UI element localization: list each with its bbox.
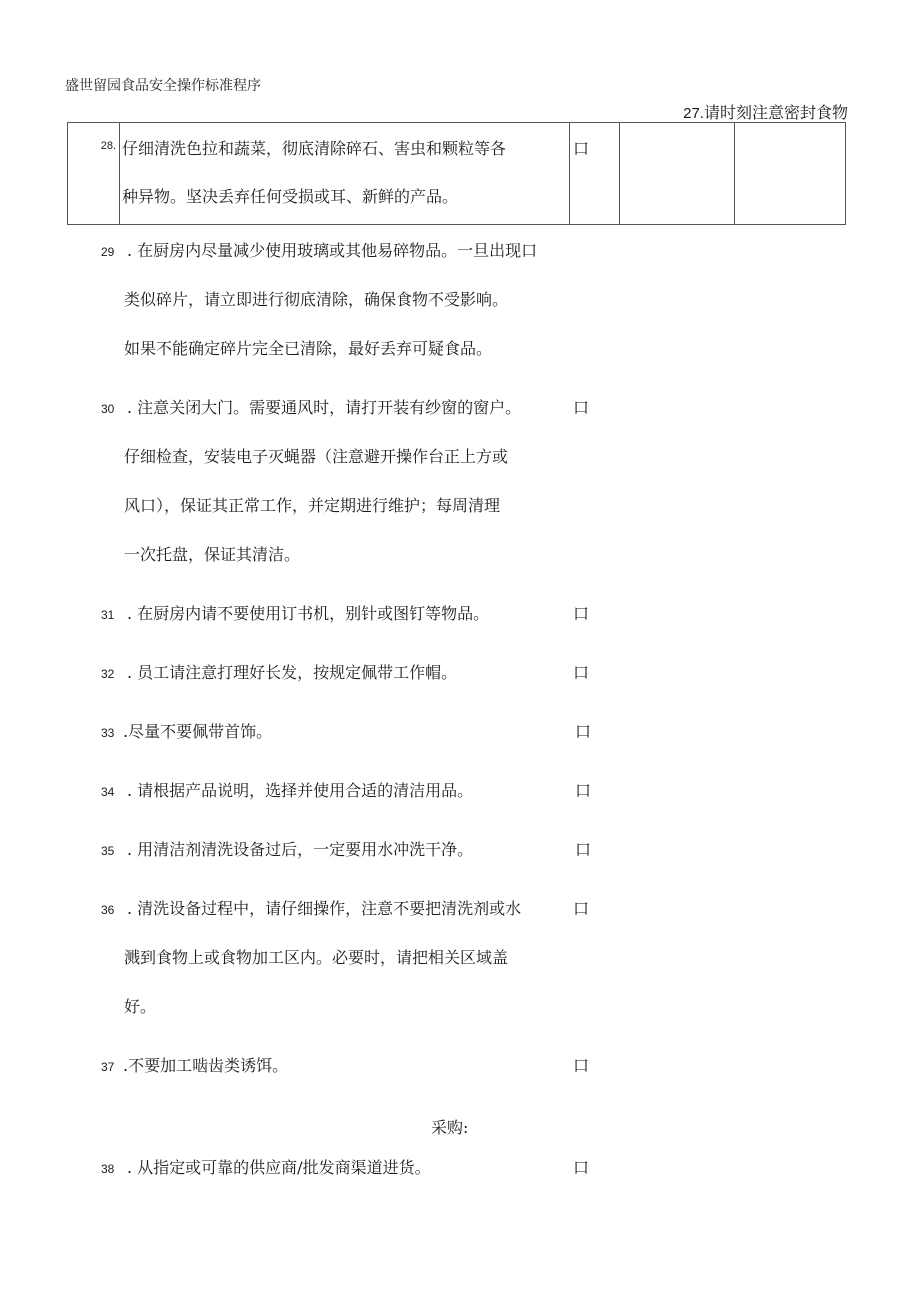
section-title-procurement: 采购: [431, 1118, 469, 1137]
checkbox[interactable]: 口 [573, 663, 590, 682]
item-number: 32 [101, 667, 115, 681]
item-number: 33 [101, 726, 115, 740]
item-number: 38 [101, 1162, 115, 1176]
item-line: 溅到食物上或食物加工区内。必要时，请把相关区域盖 [124, 948, 509, 967]
checkbox[interactable]: 口 [573, 1158, 590, 1177]
checkbox[interactable]: 口 [575, 722, 592, 741]
item-number: 34 [101, 785, 115, 799]
item-line: 类似碎片，请立即进行彻底清除，确保食物不受影响。 [124, 290, 509, 309]
item-line: 仔细清洗色拉和蔬菜，彻底清除碎石、害虫和颗粒等各 [122, 139, 507, 158]
list-item [101, 601, 489, 624]
item-line: 种异物。坚决丢弃任何受损或耳、新鲜的产品。 [122, 187, 459, 206]
list-item [101, 778, 473, 801]
checkbox[interactable]: 口 [575, 781, 592, 800]
item-number: 30 [101, 402, 115, 416]
item-number: 31 [101, 608, 115, 622]
item-number: 37 [101, 1060, 115, 1074]
item-line: 好。 [124, 997, 157, 1016]
item-line: . 员工请注意打理好长发，按规定佩带工作帽。 [127, 663, 458, 682]
list-item [101, 1155, 431, 1178]
item-line: 如果不能确定碎片完全已清除，最好丢弃可疑食品。 [124, 339, 493, 358]
checkbox[interactable]: 口 [573, 899, 590, 918]
item-number: 35 [101, 844, 115, 858]
empty-cell [620, 123, 735, 225]
item-number: 28. [100, 140, 116, 152]
checkbox[interactable]: 口 [573, 1056, 590, 1075]
checkbox[interactable]: 口 [573, 398, 590, 417]
item-line: .尽量不要佩带首饰。 [123, 722, 273, 741]
item-text: 请时刻注意密封食物 [703, 103, 848, 122]
item-line: .不要加工啮齿类诱饵。 [123, 1056, 289, 1075]
checkbox[interactable]: 口 [575, 840, 592, 859]
item-line: . 请根据产品说明，选择并使用合适的清洁用品。 [127, 781, 474, 800]
item-line: . 注意关闭大门。需要通风时，请打开装有纱窗的窗户。 [127, 398, 522, 417]
list-item [101, 837, 473, 860]
item-27 [683, 100, 848, 123]
list-item [101, 719, 272, 742]
item-line: 一次托盘，保证其清洁。 [124, 545, 301, 564]
checkbox[interactable]: 口 [573, 139, 590, 158]
empty-cell [735, 123, 846, 225]
list-item [101, 395, 521, 418]
item-line: . 在厨房内请不要使用订书机，别针或图钉等物品。 [127, 604, 490, 623]
checkbox[interactable]: 口 [573, 604, 590, 623]
item-number: 27. [683, 105, 704, 122]
item-number: 29 [101, 245, 115, 259]
item-line: . 用清洁剂清洗设备过后，一定要用水冲洗干净。 [127, 840, 474, 859]
item-number: 36 [101, 903, 115, 917]
document-header: 盛世留园食品安全操作标准程序 [65, 78, 261, 94]
item-line: . 清洗设备过程中，请仔细操作，注意不要把清洗剂或水 [127, 899, 522, 918]
item-line: 仔细检查，安装电子灭蝇器（注意避开操作台正上方或 [124, 447, 509, 466]
list-item [101, 238, 537, 261]
list-item [101, 896, 521, 919]
list-item [101, 660, 457, 683]
item-line: . 从指定或可靠的供应商/批发商渠道进货。 [127, 1158, 431, 1177]
list-item [101, 1053, 288, 1076]
item-28-table [67, 122, 846, 225]
item-line: . 在厨房内尽量减少使用玻璃或其他易碎物品。一旦出现口 [127, 241, 538, 260]
item-line: 风口），保证其正常工作，并定期进行维护；每周清理 [124, 496, 501, 515]
